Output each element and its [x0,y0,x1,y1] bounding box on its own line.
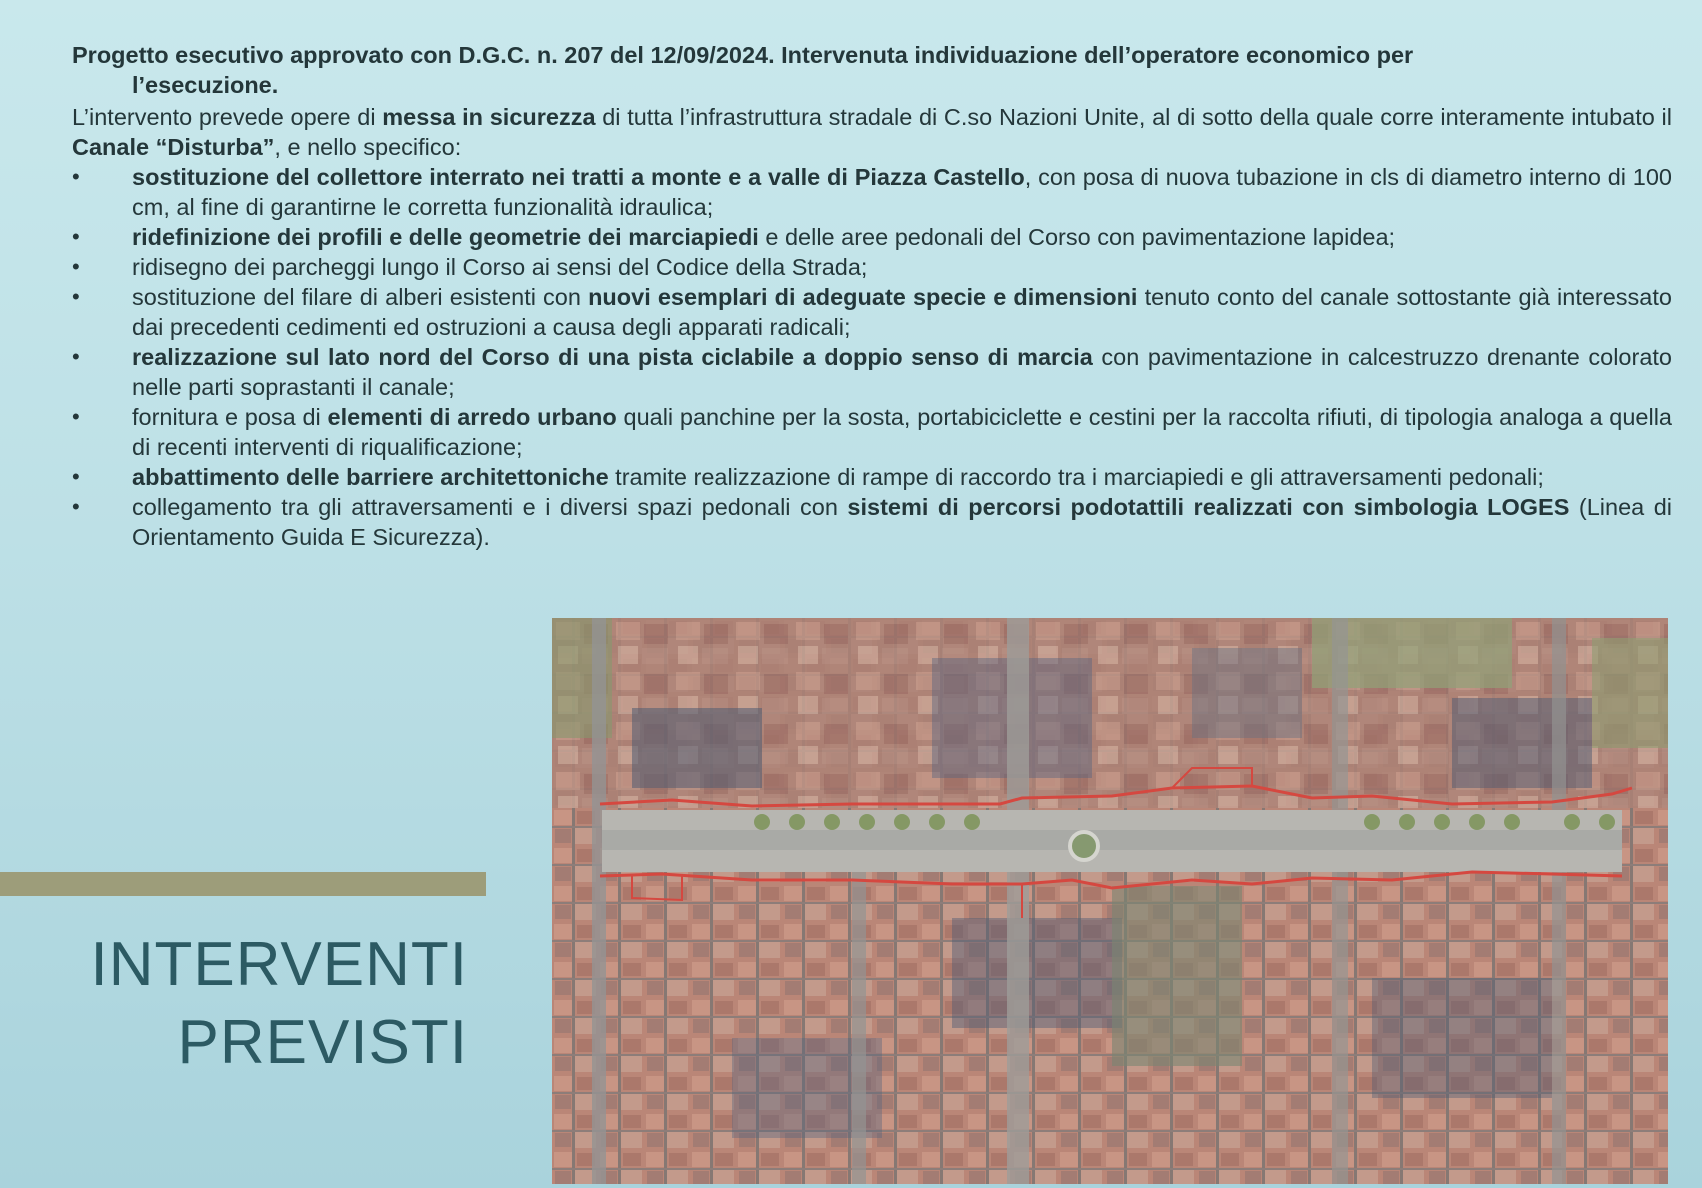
intro-text-3: , e nello specifico: [274,134,462,160]
aerial-map-drawing [552,618,1668,1184]
bullet-text: sostituzione del filare di alberi esistenti con [132,284,589,310]
heading-line2: l’esecuzione. [132,72,279,98]
intro-text-2: di tutta l’infrastruttura stradale di C.so Nazioni Unite, al di sotto della quale corre interamente intubato il [595,104,1672,130]
bullet-bold: realizzazione sul lato nord del Corso di una pista ciclabile a doppio senso di marcia [132,344,1093,370]
intro-paragraph [72,102,1672,162]
bullet-text: ridisegno dei parcheggi lungo il Corso ai sensi del Codice della Strada; [132,254,868,280]
intro-text-1: L’intervento prevede opere di [72,104,383,130]
bullet-item [72,162,1672,222]
bullet-text: quali panchine per la sosta, portabiciclette e cestini per la raccolta rifiuti, di tipologia analoga a quella di recenti interventi di riqualificazione; [132,404,1672,460]
bullet-text: , con posa di nuova tubazione in cls di diametro interno di 100 cm, al fine di garantirne le corretta funzionalità idraulica; [132,164,1672,220]
bullet-text: fornitura e posa di [132,404,328,430]
heading [72,40,1672,100]
bullet-item [72,402,1672,462]
intro-bold-2: Canale “Disturba” [72,134,275,160]
bullet-text: (Linea di Orientamento Guida E Sicurezza). [132,494,1672,550]
bullet-bold: ridefinizione dei profili e delle geometrie dei marciapiedi [132,224,759,250]
section-title [60,926,468,1082]
section-title-line1: INTERVENTI [90,930,468,999]
accent-divider-bar [0,872,486,896]
bullet-bold: elementi di arredo urbano [327,404,617,430]
bullet-item [72,342,1672,402]
bullet-item [72,222,1672,252]
bullet-item [72,462,1672,492]
bullet-item [72,282,1672,342]
bullet-text: tramite realizzazione di rampe di raccordo tra i marciapiedi e gli attraversamenti pedonali; [608,464,1544,490]
bullet-item [72,492,1672,552]
text-block [72,40,1672,552]
bullet-bold: sostituzione del collettore interrato nei tratti a monte e a valle di Piazza Castello [132,164,1025,190]
bullet-bold: nuovi esemplari di adeguate specie e dimensioni [588,284,1138,310]
section-title-line2: PREVISTI [177,1008,468,1077]
bullet-text: collegamento tra gli attraversamenti e i diversi spazi pedonali con [132,494,848,520]
heading-line1: Progetto esecutivo approvato con D.G.C. n. 207 del 12/09/2024. Intervenuta individuazione dell’operatore economico per [72,42,1414,68]
bullet-list [72,162,1672,552]
bullet-item [72,252,1672,282]
bullet-text: tenuto conto del canale sottostante già interessato dai precedenti cedimenti ed ostruzioni a causa degli apparati radicali; [132,284,1672,340]
bullet-text: con pavimentazione in calcestruzzo drenante colorato nelle parti soprastanti il canale; [132,344,1672,400]
bullet-bold: sistemi di percorsi podotattili realizzati con simbologia LOGES [847,494,1570,520]
aerial-map-image [552,618,1668,1184]
bullet-text: e delle aree pedonali del Corso con pavimentazione lapidea; [758,224,1396,250]
intro-bold-1: messa in sicurezza [382,104,596,130]
bullet-bold: abbattimento delle barriere architettoniche [132,464,609,490]
